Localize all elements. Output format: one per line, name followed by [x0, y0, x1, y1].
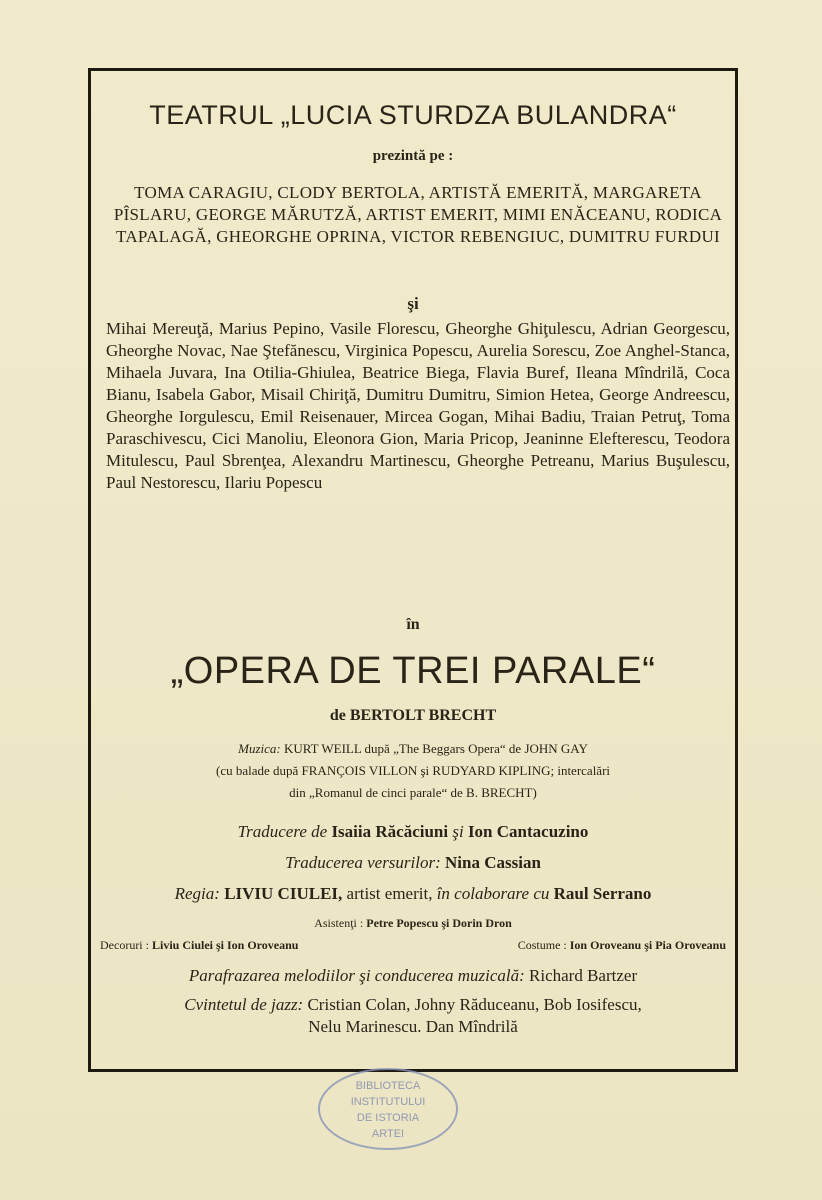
translation-credit: Traducere de Isaiia Răcăciuni şi Ion Cantacuzino	[237, 822, 589, 841]
music-line-3: din „Romanul de cinci parale“ de B. BRECHT)	[289, 785, 537, 800]
play-title: „OPERA DE TREI PARALE“	[170, 650, 656, 692]
theatre-title: TEATRUL „LUCIA STURDZA BULANDRA“	[149, 100, 677, 130]
library-stamp: BIBLIOTECA INSTITUTULUI DE ISTORIA ARTEI	[318, 1068, 458, 1150]
in-line: în	[406, 616, 420, 633]
verse-translation-credit: Traducerea versurilor: Nina Cassian	[285, 853, 541, 872]
author-line: de BERTOLT BRECHT	[329, 707, 497, 724]
music-direction-credit: Parafrazarea melodiilor şi conducerea muzicală: Richard Bartzer	[188, 966, 638, 985]
direction-credit: Regia: LIVIU CIULEI, artist emerit, în colaborare cu Raul Serrano	[174, 884, 652, 903]
jazz-credit: Cvintetul de jazz: Cristian Colan, Johny Răduceanu, Bob Iosifescu, Nelu Marinescu. Dan Mîndrilă	[184, 995, 642, 1036]
music-credits	[100, 738, 726, 804]
and-line: şi	[407, 294, 419, 313]
presents-line: prezintă pe :	[372, 148, 454, 164]
music-line-2: (cu balade după FRANÇOIS VILLON şi RUDYARD KIPLING; intercalări	[215, 763, 611, 778]
lead-actors: TOMA CARAGIU, CLODY BERTOLA, ARTISTĂ EMERITĂ, MARGARETA PÎSLARU, GEORGE MĂRUTZĂ, ARTIST EMERIT, MIMI ENĂCEANU, RODICA TAPALAGĂ, GHEORGHE OPRINA, VICTOR REBENGIUC, DUMITRU FURDUI	[113, 183, 723, 246]
sets-credit: Decoruri : Liviu Ciulei şi Ion Oroveanu	[100, 938, 299, 952]
supporting-cast: Mihai Mereuţă, Marius Pepino, Vasile Florescu, Gheorghe Ghiţulescu, Adrian Georgescu, Gheorghe Novac, Nae Ştefănescu, Virginica Popescu, Aurelia Sorescu, Zoe Anghel-Stanca, Mihaela Juvara, Ina Otilia-Ghiulea, Beatrice Biega, Flavia Buref, Ileana Mîndrilă, Coca Bianu, Isabela Gabor, Misail Chiriţă, Dumitru Dumitru, Simion Hetea, George Andreescu, Gheorghe Iorgulescu, Emil Reisenauer, Mircea Gogan, Mihai Badiu, Traian Petruţ, Toma Paraschivescu, Cici Manoliu, Eleonora Gion, Maria Pricop, Jeaninne Elefterescu, Teodora Mitulescu, Paul Sbrenţea, Alexandru Martinescu, Gheorghe Petreanu, Marius Buşulescu, Paul Nestorescu, Ilariu Popescu	[106, 319, 730, 492]
assistants-credit: Asistenţi : Petre Popescu şi Dorin Dron	[314, 916, 512, 930]
music-line-1: Muzica: KURT WEILL după „The Beggars Opera“ de JOHN GAY	[238, 741, 588, 756]
costumes-credit: Costume : Ion Oroveanu şi Pia Oroveanu	[517, 938, 726, 952]
